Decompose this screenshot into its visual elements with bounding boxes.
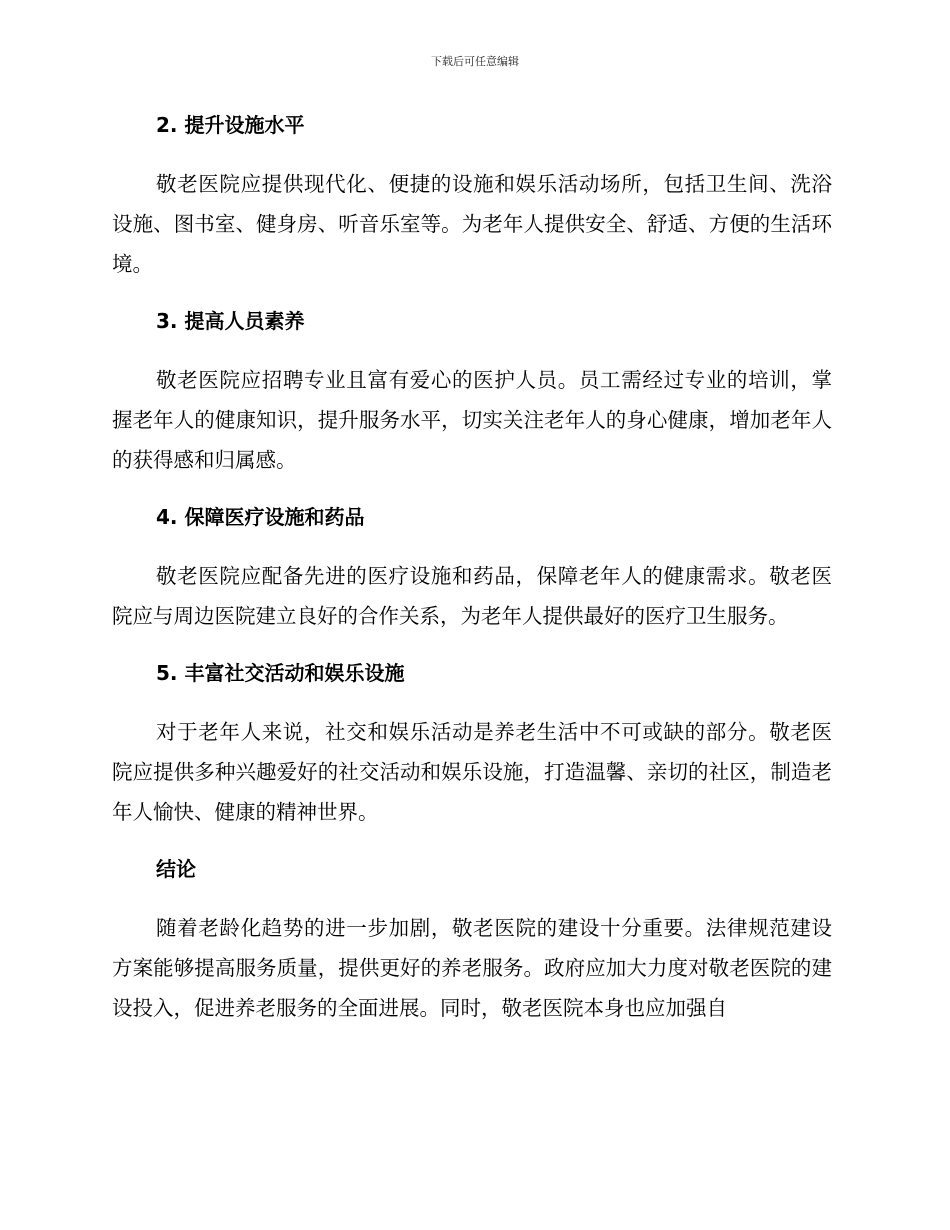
page-header: 下载后可任意编辑 <box>431 55 519 68</box>
section-staff <box>112 306 832 480</box>
section-facilities <box>112 110 832 284</box>
section-paragraph: 对于老年人来说，社交和娱乐活动是养老生活中不可或缺的部分。敬老医院应提供多种兴趣爱好的社交活动和娱乐设施，打造温馨、亲切的社区，制造老年人愉快、健康的精神世界。 <box>112 720 832 824</box>
section-medical <box>112 502 832 636</box>
section-heading: 2. 提升设施水平 <box>156 113 305 137</box>
section-paragraph: 随着老龄化趋势的进一步加剧，敬老医院的建设十分重要。法律规范建设方案能够提高服务质量，提供更好的养老服务。政府应加大力度对敬老医院的建设投入，促进养老服务的全面进展。同时，敬老医院本身也应加强自 <box>112 916 832 1020</box>
section-social <box>112 658 832 832</box>
section-heading: 5. 丰富社交活动和娱乐设施 <box>156 661 405 685</box>
section-heading: 结论 <box>156 857 196 881</box>
section-heading: 4. 保障医疗设施和药品 <box>156 505 365 529</box>
section-paragraph: 敬老医院应配备先进的医疗设施和药品，保障老年人的健康需求。敬老医院应与周边医院建立良好的合作关系，为老年人提供最好的医疗卫生服务。 <box>112 564 832 628</box>
document-body <box>112 110 832 1050</box>
section-paragraph: 敬老医院应提供现代化、便捷的设施和娱乐活动场所，包括卫生间、洗浴设施、图书室、健身房、听音乐室等。为老年人提供安全、舒适、方便的生活环境。 <box>112 172 832 276</box>
section-conclusion <box>112 854 832 1028</box>
section-paragraph: 敬老医院应招聘专业且富有爱心的医护人员。员工需经过专业的培训，掌握老年人的健康知识，提升服务水平，切实关注老年人的身心健康，增加老年人的获得感和归属感。 <box>112 368 832 472</box>
section-heading: 3. 提高人员素养 <box>156 309 305 333</box>
